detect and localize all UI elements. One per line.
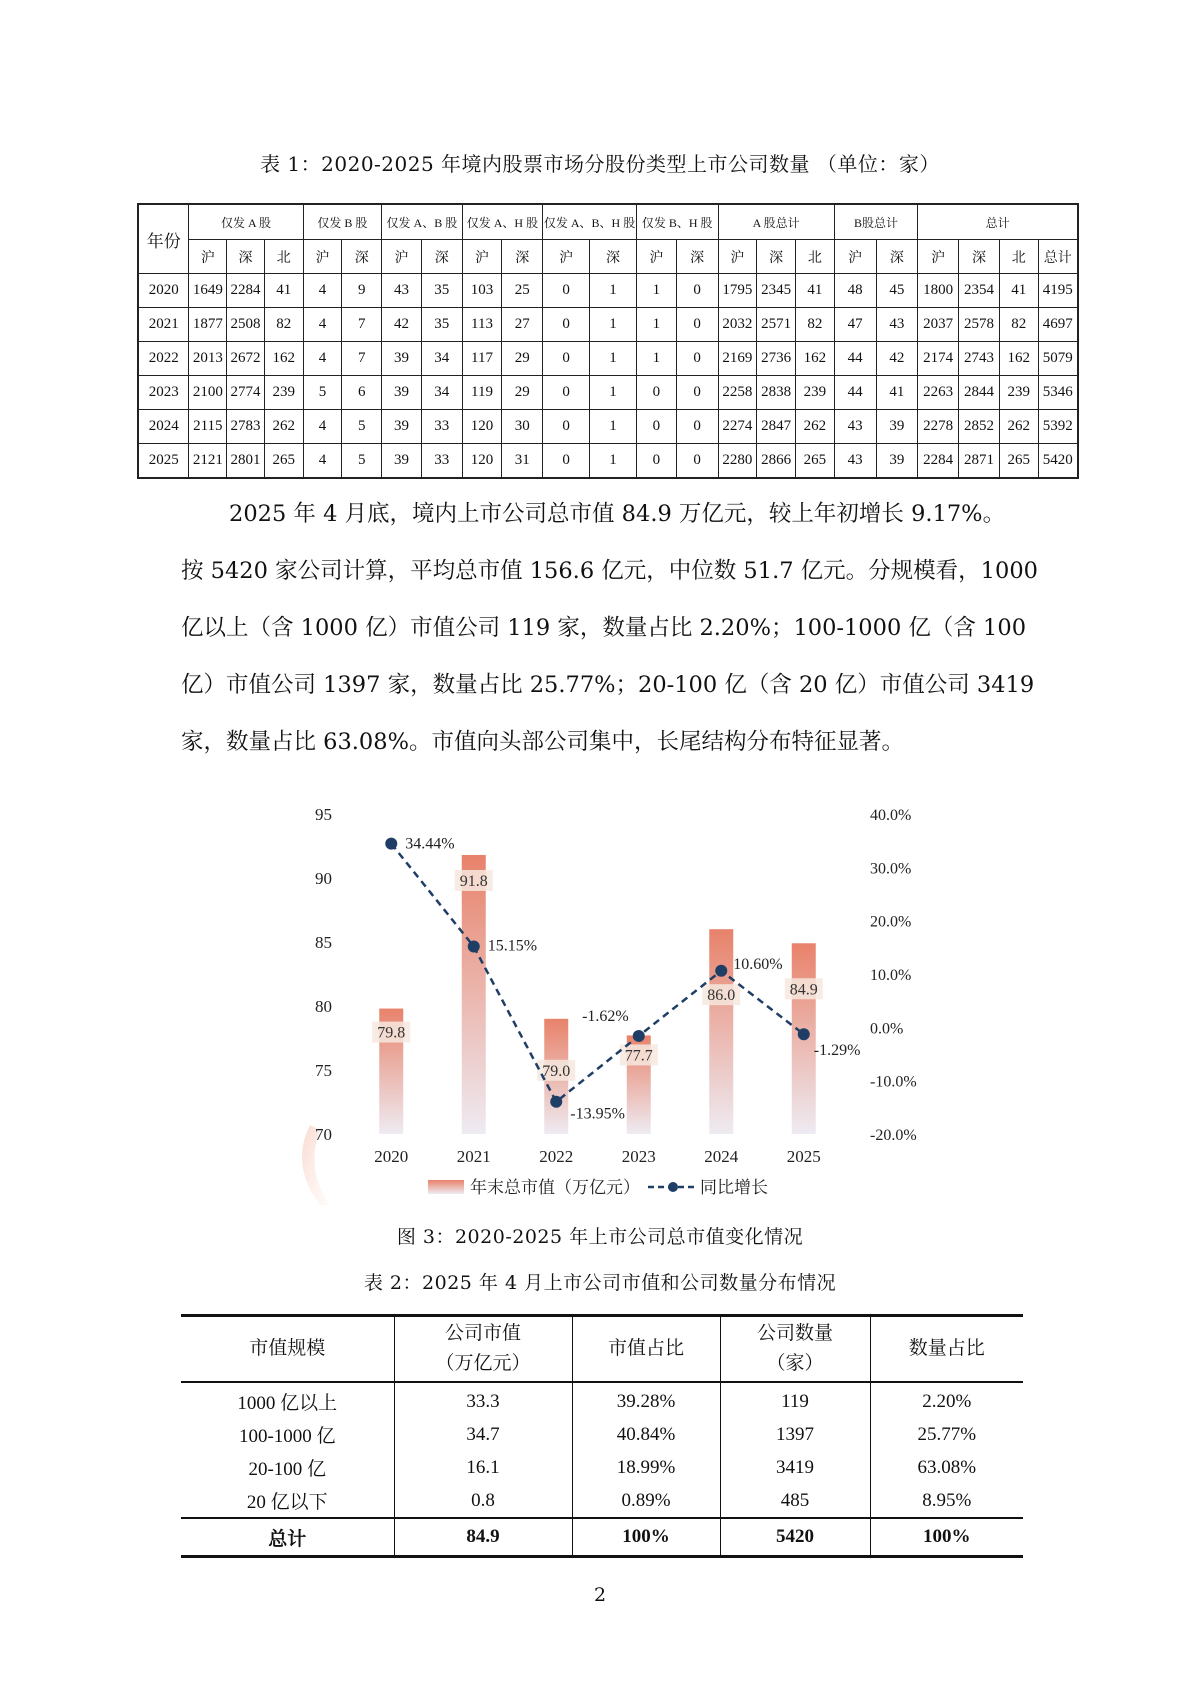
- count-cell: 35: [421, 274, 462, 308]
- bar-value-label: 91.8: [459, 872, 488, 890]
- table2-row: [181, 1418, 1023, 1451]
- count-cell: 82: [795, 308, 834, 342]
- count-cell: 0: [636, 410, 676, 444]
- sub-header: 沪: [636, 240, 676, 274]
- count-cell: 0: [543, 410, 590, 444]
- paragraph-line: 2025 年 4 月底，境内上市公司总市值 84.9 万亿元，较上年初增长 9.17%。: [229, 501, 1006, 527]
- count-cell: 41: [264, 274, 303, 308]
- count-cell: 44: [834, 376, 876, 410]
- year-cell: 2020: [138, 274, 189, 308]
- bar-value-label: 84.9: [789, 981, 818, 999]
- header-line: （万亿元）: [435, 1353, 531, 1374]
- legend-bar-label: 年末总市值（万亿元）: [470, 1178, 640, 1197]
- sub-header: 总计: [1038, 240, 1078, 274]
- count-cell: 7: [342, 342, 382, 376]
- count-cell: 0: [636, 444, 676, 479]
- table1-row: [138, 274, 1078, 308]
- count-cell: 2263: [918, 376, 959, 410]
- count-cell: 2278: [918, 410, 959, 444]
- count-cell: 1: [636, 342, 676, 376]
- table1-row: [138, 308, 1078, 342]
- paragraph-line: 家，数量占比 63.08%。市值向头部公司集中，长尾结构分布特征显著。: [181, 729, 904, 755]
- table2-caption: 表 2：2025 年 4 月上市公司市值和公司数量分布情况: [363, 1272, 837, 1294]
- count-cell: 33: [421, 410, 462, 444]
- group-header: 仅发 A、B、H 股: [543, 204, 637, 240]
- count-cell: 39: [382, 342, 422, 376]
- count-cell: 162: [999, 342, 1038, 376]
- count-cell: 2866: [757, 444, 796, 479]
- count-cell: 239: [999, 376, 1038, 410]
- table2-cell: 40.84%: [572, 1418, 720, 1451]
- count-cell: 47: [834, 308, 876, 342]
- count-cell: 0: [543, 342, 590, 376]
- paragraph-line: 按 5420 家公司计算，平均总市值 156.6 亿元，中位数 51.7 亿元。分规模看，1000: [181, 558, 1038, 584]
- right-axis-tick: 30.0%: [870, 860, 912, 878]
- sub-header: 沪: [718, 240, 757, 274]
- count-cell: 2844: [959, 376, 1000, 410]
- group-header: B股总计: [834, 204, 918, 240]
- growth-point-2024: [715, 965, 727, 977]
- count-cell: 39: [382, 410, 422, 444]
- bar-value-label: 79.8: [377, 1024, 406, 1042]
- count-cell: 1: [636, 308, 676, 342]
- table2-cell: 8.95%: [922, 1489, 972, 1511]
- count-cell: 2801: [227, 444, 265, 479]
- legend-bar-swatch: [428, 1180, 464, 1194]
- count-cell: 1: [590, 410, 637, 444]
- count-cell: 2672: [227, 342, 265, 376]
- count-cell: 2345: [757, 274, 796, 308]
- count-cell: 42: [382, 308, 422, 342]
- group-header: 仅发 A 股: [189, 204, 303, 240]
- table2-cell: 33.3: [394, 1382, 572, 1418]
- sub-header: 深: [676, 240, 718, 274]
- bar-value-label: 86.0: [707, 987, 736, 1005]
- table2-cell: 1000 亿以上: [181, 1382, 394, 1418]
- count-cell: 82: [999, 308, 1038, 342]
- count-cell: 2743: [959, 342, 1000, 376]
- count-cell: 262: [264, 410, 303, 444]
- count-cell: 27: [502, 308, 543, 342]
- count-cell: 2774: [227, 376, 265, 410]
- sub-header: 北: [999, 240, 1038, 274]
- count-cell: 1795: [718, 274, 757, 308]
- table2-total-cell: 100%: [572, 1518, 720, 1557]
- count-cell: 2852: [959, 410, 1000, 444]
- count-cell: 48: [834, 274, 876, 308]
- sub-header: 深: [227, 240, 265, 274]
- table2-cell: 20 亿以下: [181, 1484, 394, 1518]
- sub-header: 沪: [382, 240, 422, 274]
- table1-row: [138, 376, 1078, 410]
- table2-row: [181, 1451, 1023, 1484]
- count-cell: 29: [502, 376, 543, 410]
- count-cell: 43: [876, 308, 918, 342]
- bar-2024: [707, 929, 736, 1134]
- left-axis-tick: 80: [315, 997, 332, 1016]
- market-cap-chart: [300, 785, 917, 1215]
- year-cell: 2022: [138, 342, 189, 376]
- count-cell: 4195: [1038, 274, 1078, 308]
- header-line: 数量占比: [908, 1338, 985, 1359]
- count-cell: 1: [636, 274, 676, 308]
- count-cell: 41: [795, 274, 834, 308]
- count-cell: 35: [421, 308, 462, 342]
- count-cell: 5: [342, 410, 382, 444]
- legend-line-label: 同比增长: [700, 1178, 768, 1197]
- count-cell: 33: [421, 444, 462, 479]
- count-cell: 41: [999, 274, 1038, 308]
- group-header: A 股总计: [718, 204, 834, 240]
- year-cell: 2023: [138, 376, 189, 410]
- count-cell: 2783: [227, 410, 265, 444]
- figure-caption: 图 3：2020-2025 年上市公司总市值变化情况: [396, 1226, 804, 1248]
- table2-cell: 63.08%: [917, 1456, 977, 1478]
- count-cell: 2571: [757, 308, 796, 342]
- bar-value-label: 77.7: [624, 1047, 653, 1065]
- count-cell: 239: [795, 376, 834, 410]
- table2-total-row: [181, 1518, 1023, 1557]
- count-cell: 31: [502, 444, 543, 479]
- table1-body: [138, 274, 1078, 479]
- count-cell: 103: [462, 274, 502, 308]
- count-cell: 117: [462, 342, 502, 376]
- count-cell: 1: [590, 342, 637, 376]
- right-axis-tick: -20.0%: [870, 1127, 917, 1144]
- year-header: 年份: [138, 204, 189, 274]
- count-cell: 39: [876, 444, 918, 479]
- x-axis-tick: 2022: [539, 1147, 574, 1166]
- table2-cell: 0.89%: [572, 1484, 720, 1518]
- count-cell: 0: [676, 444, 718, 479]
- count-cell: 41: [876, 376, 918, 410]
- count-cell: 2169: [718, 342, 757, 376]
- header-line: 公司数量: [756, 1323, 833, 1344]
- table2-cell: 0.8: [394, 1484, 572, 1518]
- page-number: 2: [593, 1584, 607, 1606]
- sub-header: 沪: [543, 240, 590, 274]
- count-cell: 0: [676, 410, 718, 444]
- growth-label: 10.60%: [733, 955, 783, 973]
- table2-cell: 18.99%: [572, 1451, 720, 1484]
- table2-total-cell: 100%: [870, 1518, 1023, 1557]
- count-cell: 1800: [918, 274, 959, 308]
- growth-label: -1.62%: [582, 1007, 629, 1025]
- table2-cell: 3419: [720, 1451, 870, 1484]
- growth-label: -1.29%: [813, 1042, 861, 1060]
- sub-header: 沪: [462, 240, 502, 274]
- table2-header: [394, 1316, 572, 1383]
- count-cell: 5: [303, 376, 342, 410]
- table2-header: [870, 1316, 1023, 1383]
- left-axis-tick: 70: [315, 1125, 332, 1144]
- legend-line-marker: [668, 1182, 678, 1192]
- sub-header: 深: [959, 240, 1000, 274]
- year-cell: 2021: [138, 308, 189, 342]
- table2-total-cell: 总计: [181, 1518, 394, 1557]
- count-cell: 4697: [1038, 308, 1078, 342]
- right-axis-tick: 40.0%: [870, 807, 912, 824]
- group-header: 总计: [918, 204, 1078, 240]
- header-line: 市值占比: [607, 1338, 684, 1359]
- group-header: 仅发 B、H 股: [636, 204, 718, 240]
- sub-header: 深: [757, 240, 796, 274]
- count-cell: 44: [834, 342, 876, 376]
- right-axis-tick: 20.0%: [870, 913, 912, 931]
- count-cell: 45: [876, 274, 918, 308]
- count-cell: 5: [342, 444, 382, 479]
- right-axis-tick: -10.0%: [870, 1073, 917, 1091]
- table2-cell: 119: [720, 1382, 870, 1418]
- count-cell: 1: [590, 444, 637, 479]
- count-cell: 1: [590, 274, 637, 308]
- table1-row: [138, 410, 1078, 444]
- sub-header: 深: [590, 240, 637, 274]
- count-cell: 39: [876, 410, 918, 444]
- count-cell: 2578: [959, 308, 1000, 342]
- count-cell: 162: [795, 342, 834, 376]
- body-paragraph: [181, 486, 1038, 771]
- count-cell: 0: [543, 308, 590, 342]
- sub-header: 沪: [918, 240, 959, 274]
- count-cell: 113: [462, 308, 502, 342]
- count-cell: 0: [636, 376, 676, 410]
- x-axis-tick: 2021: [456, 1147, 491, 1166]
- table2-cell: 34.7: [394, 1418, 572, 1451]
- count-cell: 6: [342, 376, 382, 410]
- count-cell: 25: [502, 274, 543, 308]
- count-cell: 1: [590, 308, 637, 342]
- count-cell: 2354: [959, 274, 1000, 308]
- sub-header: 沪: [834, 240, 876, 274]
- count-cell: 7: [342, 308, 382, 342]
- count-cell: 30: [502, 410, 543, 444]
- count-cell: 5079: [1038, 342, 1078, 376]
- count-cell: 82: [264, 308, 303, 342]
- growth-point-2020: [385, 838, 397, 850]
- table1-caption: 表 1：2020-2025 年境内股票市场分股份类型上市公司数量 （单位：家）: [260, 152, 940, 176]
- table2-cell: 20-100 亿: [181, 1451, 394, 1484]
- right-axis-tick: 0.0%: [870, 1020, 904, 1038]
- growth-point-2022: [550, 1096, 562, 1108]
- sub-header: 深: [876, 240, 918, 274]
- count-cell: 0: [676, 342, 718, 376]
- count-cell: 2847: [757, 410, 796, 444]
- count-cell: 0: [676, 274, 718, 308]
- count-cell: 262: [795, 410, 834, 444]
- left-axis-tick: 95: [315, 805, 332, 824]
- count-cell: 2280: [718, 444, 757, 479]
- x-axis-tick: 2020: [374, 1147, 409, 1166]
- count-cell: 5346: [1038, 376, 1078, 410]
- count-cell: 2032: [718, 308, 757, 342]
- x-axis-tick: 2023: [621, 1147, 656, 1166]
- count-cell: 1877: [189, 308, 227, 342]
- count-cell: 4: [303, 410, 342, 444]
- bar-2021: [459, 855, 488, 1134]
- count-cell: 1: [590, 376, 637, 410]
- count-cell: 2838: [757, 376, 796, 410]
- table2-cell: 2.20%: [922, 1390, 972, 1412]
- table2-cell: 39.28%: [572, 1382, 720, 1418]
- count-cell: 4: [303, 274, 342, 308]
- count-cell: 239: [264, 376, 303, 410]
- count-cell: 0: [543, 274, 590, 308]
- table1-row: [138, 444, 1078, 479]
- left-axis-tick: 85: [315, 933, 332, 952]
- count-cell: 120: [462, 444, 502, 479]
- count-cell: 2115: [189, 410, 227, 444]
- sub-header: 深: [342, 240, 382, 274]
- table2-cell: 485: [720, 1484, 870, 1518]
- count-cell: 2284: [918, 444, 959, 479]
- left-axis-tick: 75: [315, 1061, 332, 1080]
- table2-total-cell: 84.9: [394, 1518, 572, 1557]
- table2-total-cell: 5420: [720, 1518, 870, 1557]
- year-cell: 2025: [138, 444, 189, 479]
- count-cell: 0: [676, 308, 718, 342]
- count-cell: 43: [834, 444, 876, 479]
- table2-cell: 25.77%: [917, 1423, 977, 1445]
- count-cell: 265: [999, 444, 1038, 479]
- count-cell: 4: [303, 342, 342, 376]
- count-cell: 2871: [959, 444, 1000, 479]
- x-axis-tick: 2025: [786, 1147, 821, 1166]
- table2: [181, 1314, 1023, 1558]
- sub-header: 北: [264, 240, 303, 274]
- count-cell: 4: [303, 308, 342, 342]
- sub-header: 沪: [189, 240, 227, 274]
- year-cell: 2024: [138, 410, 189, 444]
- count-cell: 0: [676, 376, 718, 410]
- growth-point-2021: [468, 941, 480, 953]
- right-axis-tick: 10.0%: [870, 967, 912, 984]
- sub-header: 深: [502, 240, 543, 274]
- growth-label: 15.15%: [487, 937, 538, 955]
- count-cell: 5420: [1038, 444, 1078, 479]
- table2-cell: 100-1000 亿: [181, 1418, 394, 1451]
- count-cell: 4: [303, 444, 342, 479]
- count-cell: 39: [382, 376, 422, 410]
- count-cell: 39: [382, 444, 422, 479]
- paragraph-line: 亿以上（含 1000 亿）市值公司 119 家，数量占比 2.20%；100-1000 亿（含 100: [181, 615, 1027, 641]
- count-cell: 43: [382, 274, 422, 308]
- count-cell: 262: [999, 410, 1038, 444]
- table2-header: [572, 1316, 720, 1383]
- count-cell: 34: [421, 342, 462, 376]
- table2-cell: 16.1: [394, 1451, 572, 1484]
- count-cell: 2037: [918, 308, 959, 342]
- count-cell: 2508: [227, 308, 265, 342]
- count-cell: 2274: [718, 410, 757, 444]
- count-cell: 265: [795, 444, 834, 479]
- count-cell: 120: [462, 410, 502, 444]
- header-line: 市值规模: [249, 1338, 326, 1359]
- group-header: 仅发 A、H 股: [462, 204, 543, 240]
- count-cell: 2258: [718, 376, 757, 410]
- growth-label: 34.44%: [405, 835, 455, 853]
- count-cell: 2100: [189, 376, 227, 410]
- count-cell: 162: [264, 342, 303, 376]
- count-cell: 2121: [189, 444, 227, 479]
- sub-header: 北: [795, 240, 834, 274]
- group-header: 仅发 B 股: [303, 204, 382, 240]
- table2-header: [720, 1316, 870, 1383]
- header-line: 公司市值: [444, 1323, 521, 1344]
- sub-header: 深: [421, 240, 462, 274]
- table1: [137, 203, 1079, 479]
- table2-row: [181, 1484, 1023, 1518]
- count-cell: 2013: [189, 342, 227, 376]
- sub-header: 沪: [303, 240, 342, 274]
- count-cell: 34: [421, 376, 462, 410]
- count-cell: 0: [543, 376, 590, 410]
- count-cell: 43: [834, 410, 876, 444]
- growth-label: -13.95%: [570, 1105, 625, 1123]
- table1-row: [138, 342, 1078, 376]
- header-line: （家）: [766, 1353, 824, 1374]
- count-cell: 2284: [227, 274, 265, 308]
- growth-point-2023: [633, 1030, 645, 1042]
- count-cell: 0: [543, 444, 590, 479]
- count-cell: 265: [264, 444, 303, 479]
- bar-value-label: 79.0: [542, 1062, 571, 1080]
- count-cell: 2174: [918, 342, 959, 376]
- paragraph-line: 亿）市值公司 1397 家，数量占比 25.77%；20-100 亿（含 20 亿）市值公司 3419: [181, 672, 1035, 698]
- left-axis-tick: 90: [315, 869, 332, 888]
- group-header: 仅发 A、B 股: [382, 204, 463, 240]
- growth-point-2025: [798, 1028, 810, 1040]
- count-cell: 119: [462, 376, 502, 410]
- count-cell: 29: [502, 342, 543, 376]
- table2-cell: 1397: [720, 1418, 870, 1451]
- count-cell: 2736: [757, 342, 796, 376]
- count-cell: 1649: [189, 274, 227, 308]
- x-axis-tick: 2024: [704, 1147, 739, 1166]
- count-cell: 42: [876, 342, 918, 376]
- table2-header: [181, 1316, 394, 1383]
- count-cell: 5392: [1038, 410, 1078, 444]
- table2-row: [181, 1382, 1023, 1418]
- count-cell: 9: [342, 274, 382, 308]
